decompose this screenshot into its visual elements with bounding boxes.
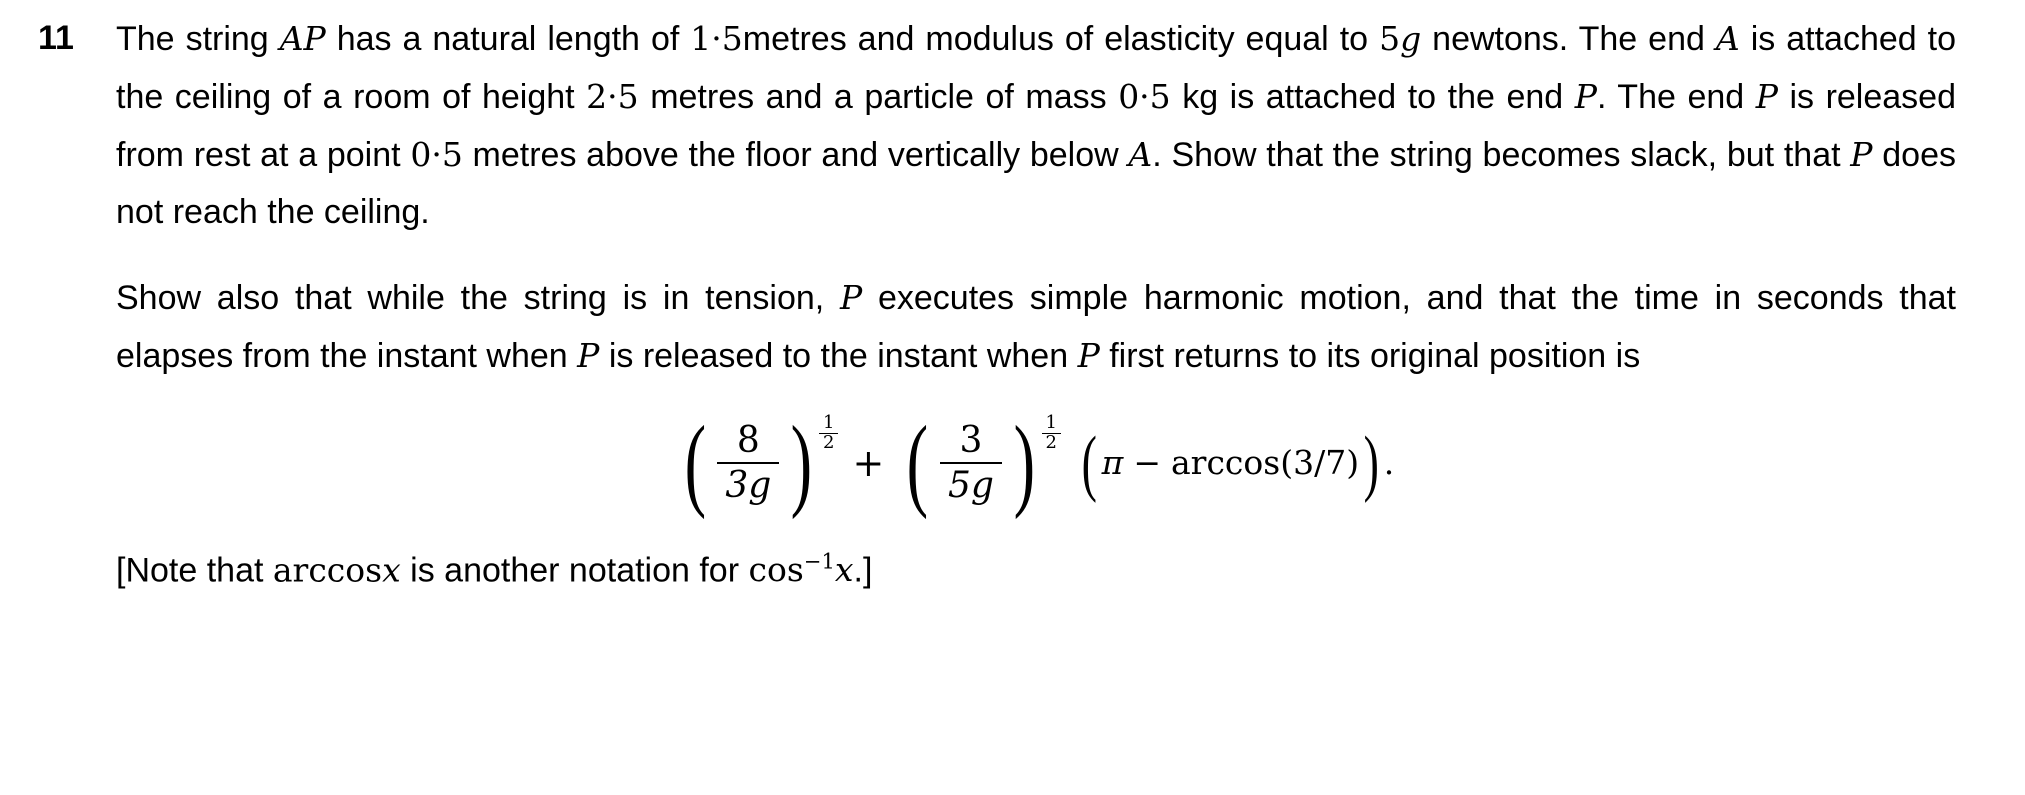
- open-paren-2: (: [906, 405, 929, 521]
- exponent-numerator: 1: [823, 411, 835, 433]
- p2-text-1: Show also that while the string is in tension,: [116, 279, 840, 317]
- fraction-numerator: 3: [959, 420, 983, 461]
- p1-text-11: . Show that the string becomes slack, but that: [1152, 136, 1851, 174]
- exponent-denominator: 2: [823, 431, 835, 453]
- minus-operator: −: [1133, 443, 1161, 483]
- p1-text-2: has a natural length of: [325, 20, 691, 58]
- close-paren-2: ): [1013, 405, 1035, 521]
- p1-var-a-2: A: [1128, 135, 1153, 174]
- paragraph-2: [116, 269, 1956, 385]
- question-number: 11: [38, 19, 74, 57]
- formula-term-3: [1077, 421, 1395, 504]
- plus-operator: +: [852, 441, 885, 485]
- pi-symbol: π: [1101, 443, 1124, 483]
- p1-var-a-1: A: [1715, 19, 1740, 58]
- p1-var-p-3: P: [1850, 135, 1873, 174]
- p1-text-9: is released from rest at a point: [116, 78, 1956, 174]
- fraction-denominator: 5g: [947, 465, 994, 506]
- p1-mass-value: 0·5: [1118, 77, 1171, 116]
- p2-text-3: is released to the instant when: [599, 337, 1078, 375]
- p1-var-p-2: P: [1755, 77, 1778, 116]
- p1-var-p-1: P: [1574, 77, 1597, 116]
- p1-text-5: is attached to the ceiling of a room of height: [116, 20, 1957, 116]
- p1-var-ap: AP: [279, 19, 326, 58]
- p1-modulus-number: 5: [1379, 19, 1401, 58]
- open-paren-3: (: [1081, 421, 1097, 504]
- note-text-3: .]: [853, 551, 873, 590]
- note-cos: cos: [748, 550, 804, 590]
- p2-text-4: first returns to its original position is: [1099, 337, 1641, 375]
- formula-period: .: [1383, 443, 1395, 483]
- p2-text-2: executes simple harmonic motion, and that the time in seconds that elapses from the instant when: [116, 279, 1956, 375]
- arccos-expression: arccos(3/7): [1171, 443, 1360, 483]
- p1-text-4: newtons. The end: [1421, 20, 1716, 58]
- formula-term-2: [900, 405, 1059, 521]
- p1-text-6: metres and a particle of mass: [638, 78, 1119, 116]
- note-text-1: [Note that: [116, 551, 273, 590]
- paragraph-1: [116, 10, 1956, 241]
- p1-room-height: 2·5: [586, 77, 639, 116]
- p1-modulus-var-g: g: [1400, 19, 1422, 58]
- question-body: [116, 10, 1956, 629]
- p1-text-8: . The end: [1596, 78, 1756, 116]
- fraction-3-over-5g: [940, 419, 1002, 507]
- p2-var-p-3: P: [1077, 336, 1100, 375]
- note-line: [116, 537, 1956, 595]
- close-paren-3: ): [1363, 421, 1380, 504]
- note-var-x-1: x: [382, 550, 401, 590]
- p2-var-p-2: P: [577, 336, 600, 375]
- note-cos-inverse: [749, 551, 854, 589]
- displayed-formula: [116, 405, 1956, 521]
- exponent-denominator: 2: [1045, 431, 1057, 453]
- note-text-2: is another notation for: [400, 551, 749, 590]
- p1-text-10: metres above the floor and vertically below: [462, 136, 1129, 174]
- p1-release-height: 0·5: [410, 135, 463, 174]
- p1-text-1: The string: [116, 20, 280, 58]
- note-var-x-2: x: [834, 550, 854, 590]
- note-arccos: arccos: [272, 550, 383, 590]
- exponent-one-half-1: [821, 411, 836, 453]
- exponent-one-half-2: [1044, 411, 1059, 453]
- formula-term-1: [678, 405, 837, 521]
- close-paren-1: ): [790, 405, 813, 521]
- fraction-numerator: 8: [736, 420, 760, 461]
- p1-text-7: kg is attached to the end: [1170, 78, 1575, 116]
- fraction-denominator: 3g: [725, 465, 772, 506]
- open-paren-1: (: [684, 405, 706, 521]
- p2-var-p-1: P: [839, 278, 863, 317]
- fraction-8-over-3g: [717, 419, 779, 507]
- p1-natural-length: 1·5: [690, 19, 743, 58]
- p1-text-12: does not reach the ceiling.: [116, 136, 1956, 231]
- note-exponent-minus-one: −1: [803, 549, 835, 574]
- exponent-numerator: 1: [1045, 411, 1057, 433]
- question-block: [20, 10, 1985, 629]
- p1-text-3: metres and modulus of elasticity equal to: [742, 20, 1380, 58]
